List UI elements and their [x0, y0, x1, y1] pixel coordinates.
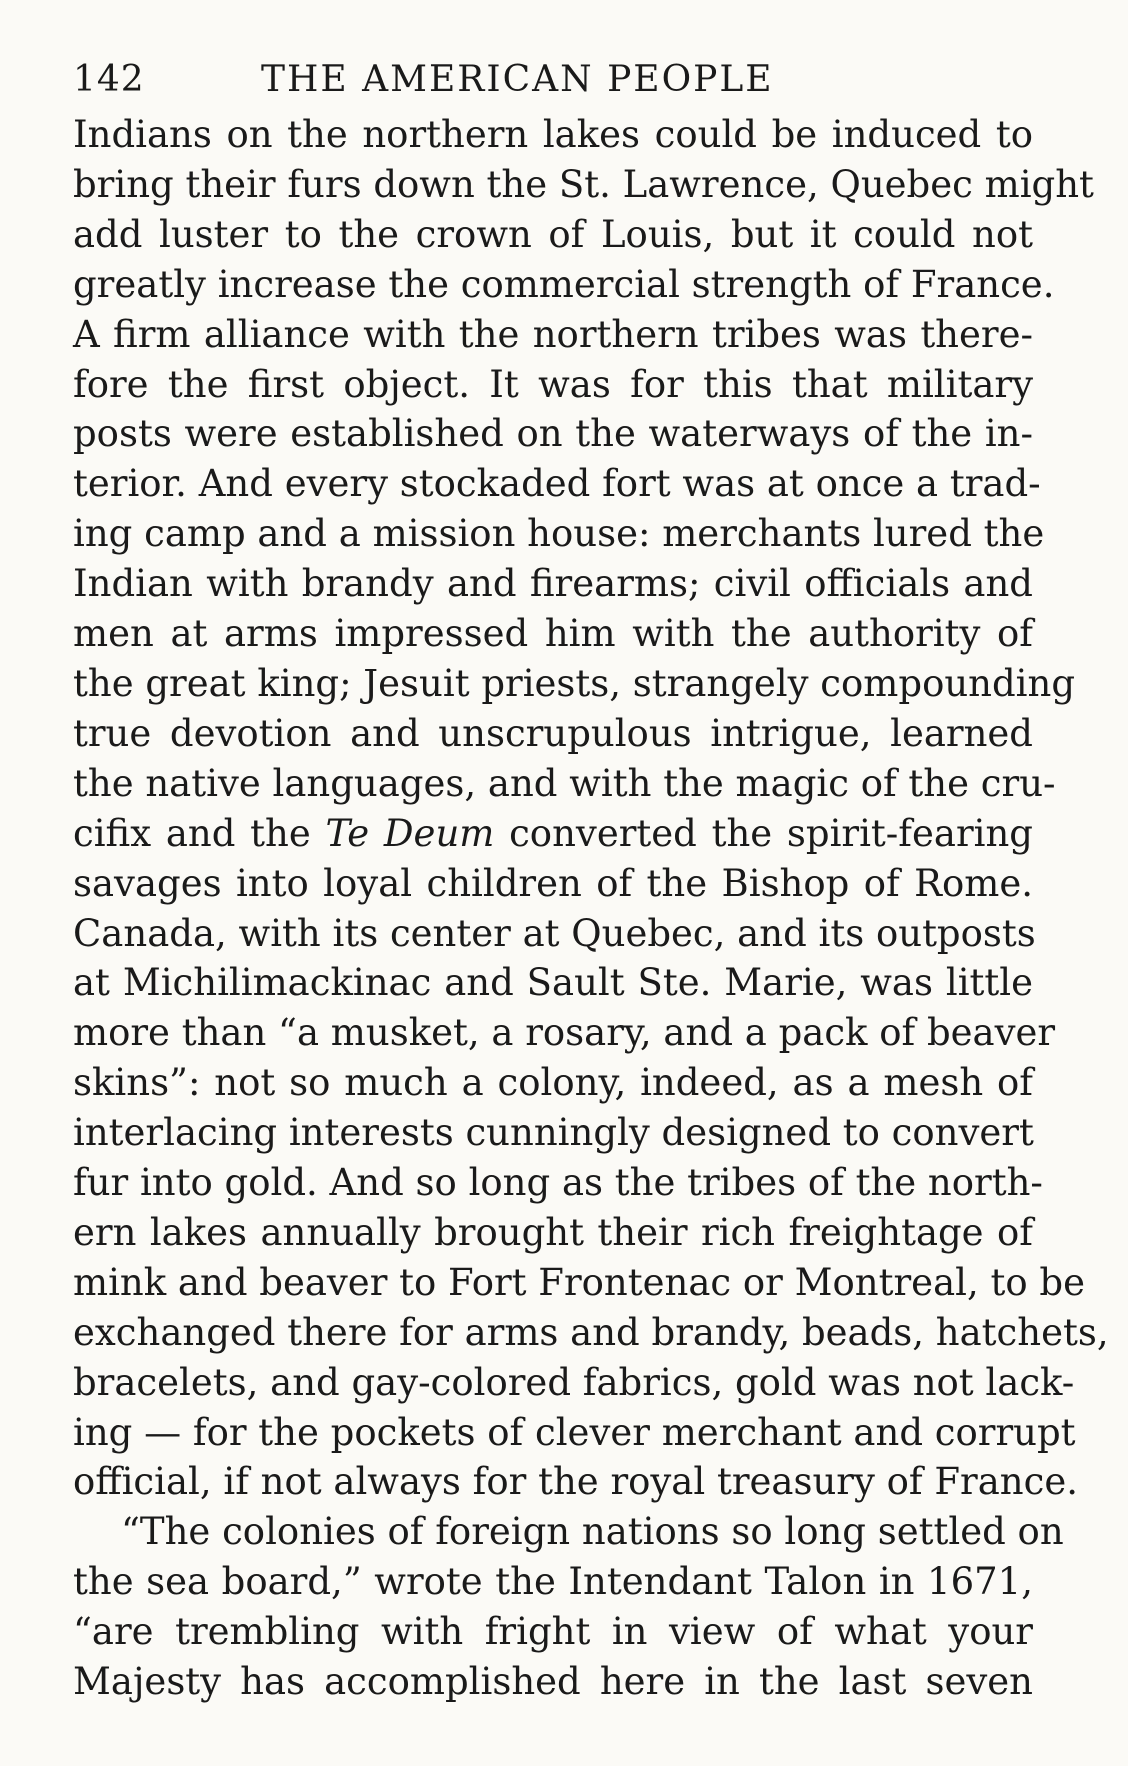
text-line: greatly increase the commercial strength of France.: [73, 262, 1055, 306]
text-line: Indian with brandy and firearms; civil officials and: [73, 562, 1033, 606]
text-line: add luster to the crown of Louis, but it could not: [73, 212, 1033, 256]
text-line: more than “a musket, a rosary, and a pack of beaver: [73, 1011, 1056, 1055]
text-line: ing camp and a mission house: merchants lured the: [73, 512, 1045, 556]
text-line: Majesty has accomplished here in the last seven: [73, 1660, 1033, 1704]
text-line: the great king; Jesuit priests, strangely compounding: [73, 661, 1076, 705]
text-line: true devotion and unscrupulous intrigue, learned: [73, 711, 1033, 755]
text-line: bracelets, and gay-colored fabrics, gold was not lack-: [73, 1360, 1075, 1404]
text-line: savages into loyal children of the Bishop of Rome.: [73, 861, 1033, 905]
paragraph-1: [73, 110, 1109, 1507]
paragraph-2: [73, 1507, 1064, 1707]
text-line: terior. And every stockaded fort was at once a trad-: [73, 462, 1041, 506]
text-line: bring their furs down the St. Lawrence, Quebec might: [73, 162, 1094, 206]
text-line: men at arms impressed him with the authority of: [73, 612, 1033, 656]
text-line: fur into gold. And so long as the tribes of the north-: [73, 1161, 1043, 1205]
text-line: “are trembling with fright in view of what your: [73, 1610, 1033, 1654]
text-line: posts were established on the waterways of the in-: [73, 412, 1033, 456]
text-line: the native languages, and with the magic of the cru-: [73, 761, 1056, 805]
text-line: skins”: not so much a colony, indeed, as a mesh of: [73, 1061, 1033, 1105]
text-segment: converted the spirit-fearing: [494, 811, 1033, 855]
running-head-title: THE AMERICAN PEOPLE: [261, 59, 774, 100]
text-line: fore the first object. It was for this that military: [73, 362, 1033, 406]
page-number: 142: [73, 59, 145, 100]
text-line: at Michilimackinac and Sault Ste. Marie, was little: [73, 961, 1033, 1005]
text-line: mink and beaver to Fort Frontenac or Montreal, to be: [73, 1260, 1085, 1304]
text-line: official, if not always for the royal treasury of France.: [73, 1460, 1078, 1504]
text-line: exchanged there for arms and brandy, beads, hatchets,: [73, 1310, 1109, 1354]
text-line: Canada, with its center at Quebec, and its outposts: [73, 911, 1036, 955]
text-line: A firm alliance with the northern tribes was there-: [73, 312, 1033, 356]
text-line: Indians on the northern lakes could be induced to: [73, 113, 1033, 156]
text-line: ing — for the pockets of clever merchant and corrupt: [73, 1410, 1076, 1454]
text-line: ern lakes annually brought their rich freightage of: [73, 1210, 1033, 1254]
running-head: [73, 50, 1033, 110]
italic-phrase: Te Deum: [325, 811, 495, 855]
text-line: “The colonies of foreign nations so long settled on: [121, 1510, 1064, 1554]
text-segment: cifix and the: [73, 811, 326, 855]
text-line: interlacing interests cunningly designed to convert: [73, 1111, 1034, 1155]
text-line: the sea board,” wrote the Intendant Talon in 1671,: [73, 1560, 1033, 1604]
text-line-with-italic: [73, 809, 1033, 859]
